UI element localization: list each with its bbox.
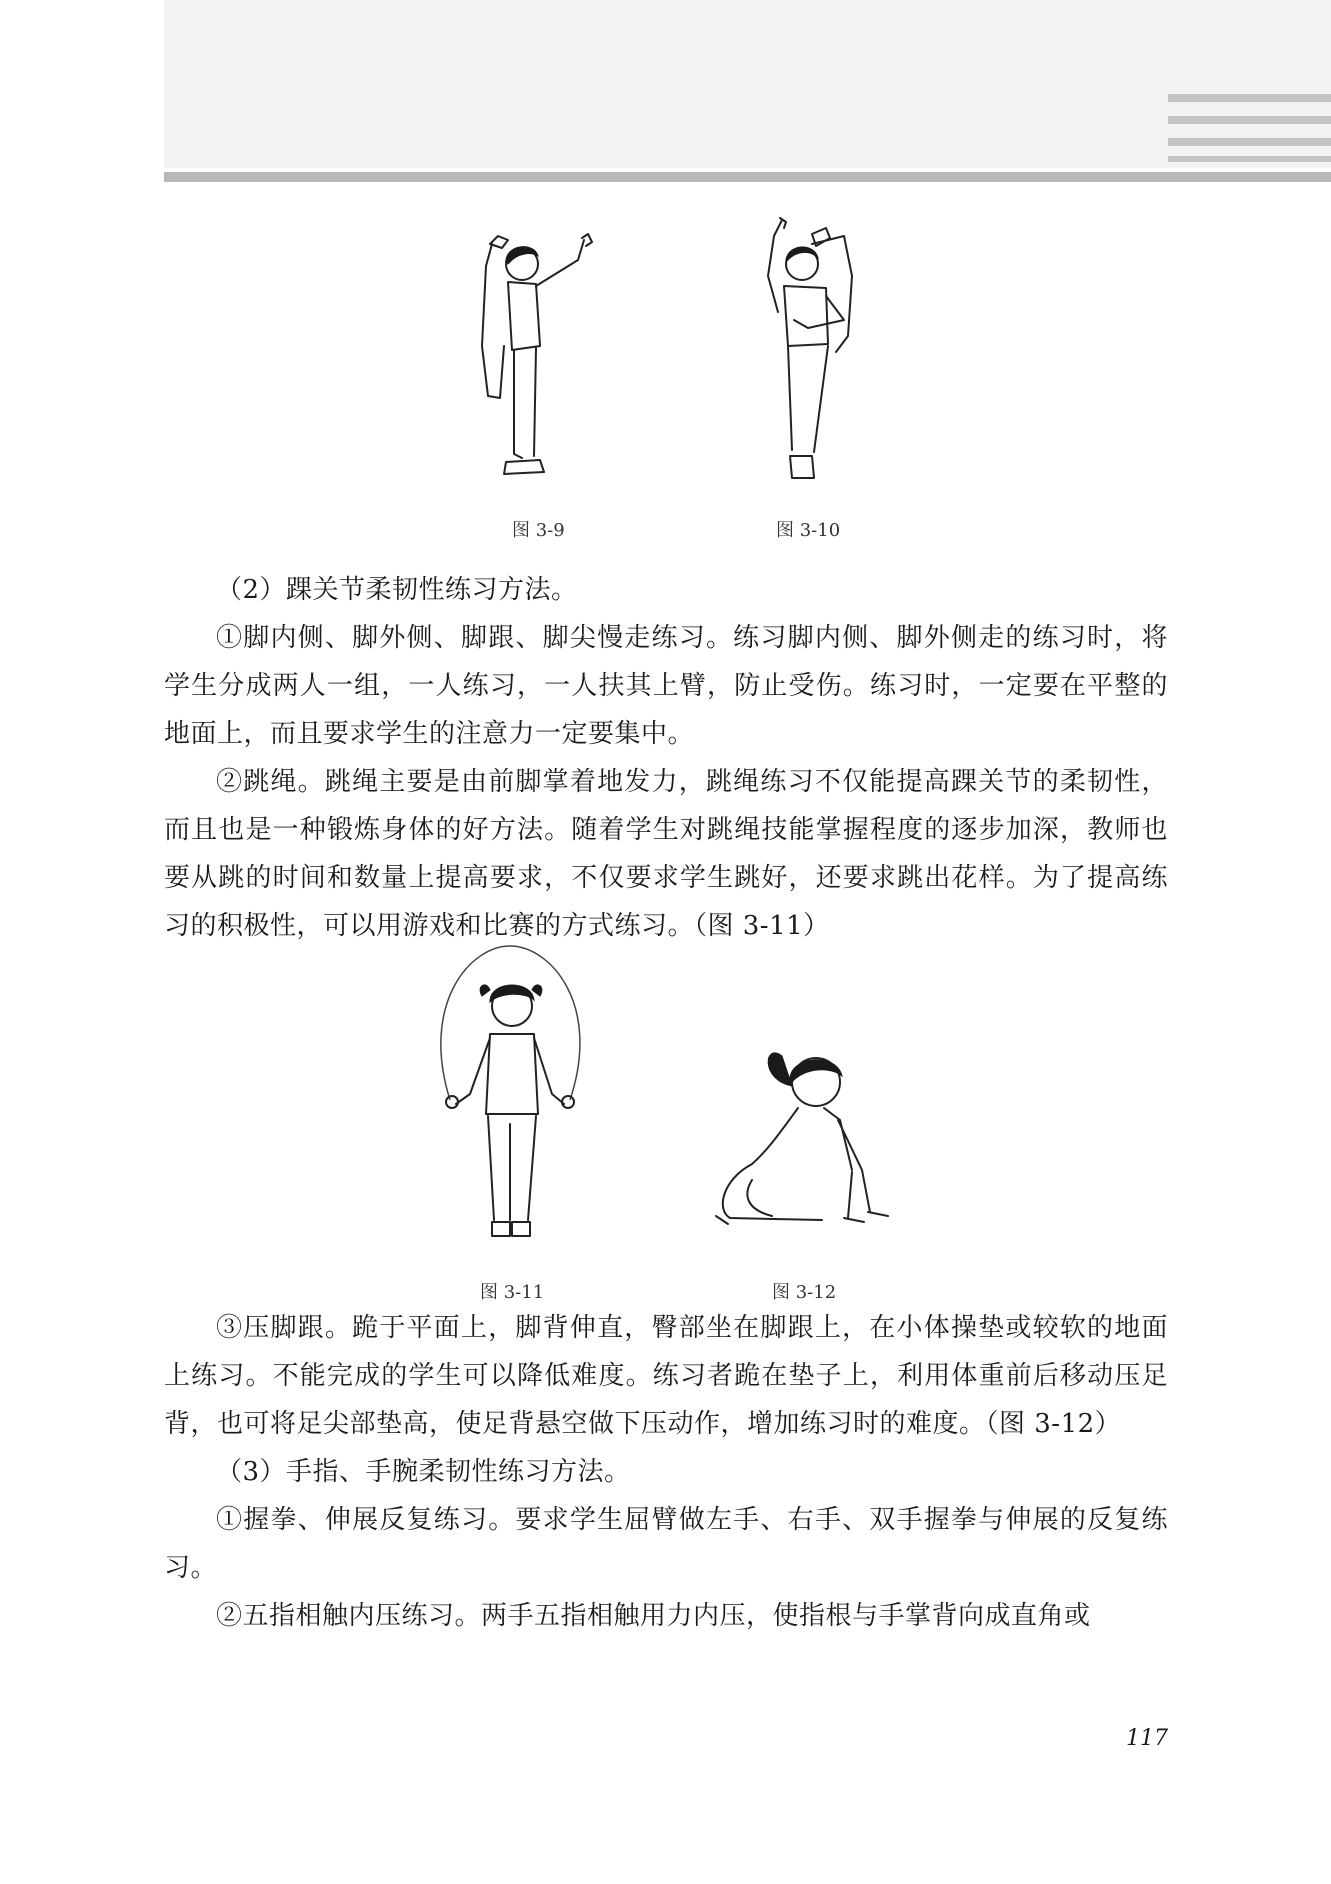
girl-kneeling-drawing-icon [712, 1020, 902, 1246]
section-heading: （2）踝关节柔韧性练习方法。 [216, 575, 578, 605]
paragraph: ②跳绳。跳绳主要是由前脚掌着地发力，跳绳练习不仅能提高踝关节的柔韧性，而且也是一种锻炼身体的好方法。随着学生对跳绳技能掌握程度的逐步加深，教师也要从跳的时间和数量上提高要求，不仅要求学生跳好，还要求跳出花样。为了提高练习的积极性，可以用游戏和比赛的方式练习。（图 3-11） [164, 767, 1168, 941]
page-number: 117 [1126, 1726, 1168, 1751]
section-heading: （3）手指、手腕柔韧性练习方法。 [216, 1457, 631, 1487]
header-stripe [1168, 138, 1331, 146]
header-stripe [1168, 116, 1331, 124]
header-rule [164, 172, 1331, 182]
figure-3-10 [748, 216, 868, 488]
header-stripe [1168, 156, 1331, 162]
header-band [164, 0, 1331, 168]
girl-jump-rope-drawing-icon [430, 944, 590, 1246]
paragraph: ②五指相触内压练习。两手五指相触用力内压，使指根与手掌背向成直角或 [216, 1601, 1091, 1631]
paragraph: ①脚内侧、脚外侧、脚跟、脚尖慢走练习。练习脚内侧、脚外侧走的练习时，将学生分成两人一组，一人练习，一人扶其上臂，防止受伤。练习时，一定要在平整的地面上，而且要求学生的注意力一定要集中。 [164, 623, 1168, 749]
girl-leg-stretch-drawing-icon [748, 216, 868, 488]
body-text-1 [164, 566, 1168, 950]
figure-3-12 [712, 1020, 902, 1246]
boy-leg-stretch-drawing-icon [478, 226, 608, 488]
figure-caption: 图 3-9 [512, 520, 565, 541]
paragraph: ③压脚跟。跪于平面上，脚背伸直，臀部坐在脚跟上，在小体操垫或较软的地面上练习。不能完成的学生可以降低难度。练习者跪在垫子上，利用体重前后移动压足背，也可将足尖部垫高，使足背悬空做下压动作，增加练习时的难度。（图 3-12） [164, 1313, 1168, 1439]
figure-3-11 [430, 944, 590, 1246]
figure-3-9 [478, 226, 608, 488]
header-stripe [1168, 94, 1331, 102]
body-text-2 [164, 1304, 1168, 1640]
figure-caption: 图 3-12 [772, 1282, 837, 1303]
paragraph: ①握拳、伸展反复练习。要求学生屈臂做左手、右手、双手握拳与伸展的反复练习。 [164, 1505, 1168, 1583]
figure-caption: 图 3-11 [480, 1282, 545, 1303]
figure-caption: 图 3-10 [776, 520, 841, 541]
